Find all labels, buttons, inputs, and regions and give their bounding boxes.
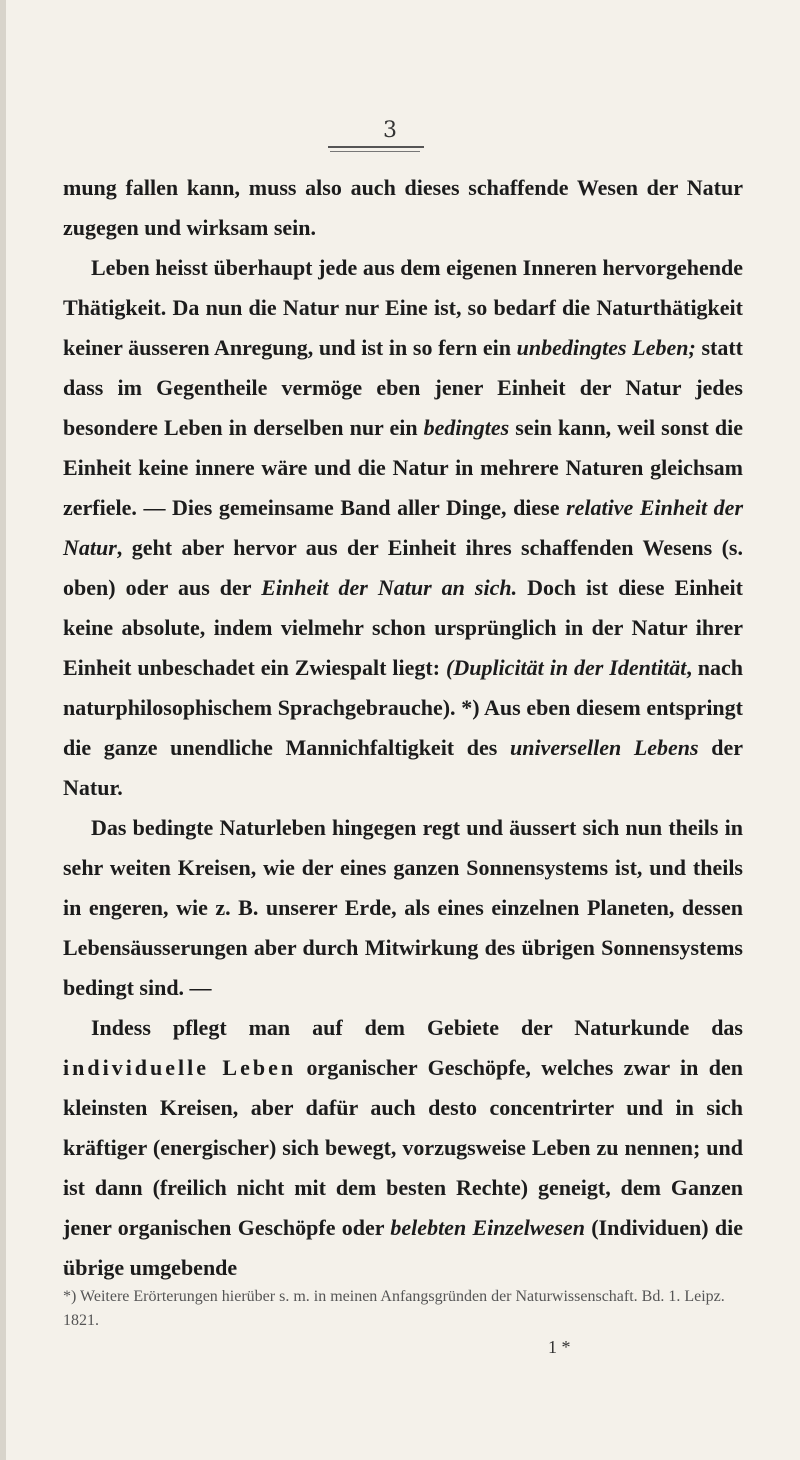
body-text	[63, 168, 743, 1288]
paragraph: Indess pflegt man auf dem Gebiete der Naturkunde das individuelle Leben organischer Geschöpfe, welches zwar in den kleinsten Kreisen, aber dafür auch desto concentrirter und in sich kräftiger (energischer) sich bewegt, vorzugsweise Leben zu nennen; und ist dann (freilich nicht mit dem besten Rechte) geneigt, dem Ganzen jener organischen Geschöpfe oder belebten Einzelwesen (Individuen) die übrige umgebende	[63, 1015, 744, 1280]
page-number: 3	[383, 118, 397, 143]
header-rule	[328, 146, 424, 148]
paragraph: mung fallen kann, muss also auch dieses schaffende Wesen der Natur zugegen und wirksam sein.	[63, 175, 743, 240]
page-edge	[0, 0, 6, 1460]
footnote: *) Weitere Erörterungen hierüber s. m. in meinen Anfangsgründen der Naturwissenschaft. Bd. 1. Leipz. 1821.	[63, 1288, 725, 1329]
header-rule-secondary	[330, 151, 420, 152]
signature-mark: 1 *	[548, 1337, 571, 1357]
paragraph: Das bedingte Naturleben hingegen regt und äussert sich nun theils in sehr weiten Kreisen, wie der eines ganzen Sonnensystems ist, und theils in engeren, wie z. B. unserer Erde, als eines einzelnen Planeten, dessen Lebensäusserungen aber durch Mitwirkung des übrigen Sonnensystems bedingt sind. —	[63, 815, 743, 1000]
paragraph: Leben heisst überhaupt jede aus dem eigenen Inneren hervorgehende Thätigkeit. Da nun die Natur nur Eine ist, so bedarf die Naturthätigkeit keiner äusseren Anregung, und ist in so fern ein unbedingtes Leben; statt dass im Gegentheile vermöge eben jener Einheit der Natur jedes besondere Leben in derselben nur ein bedingtes sein kann, weil sonst die Einheit keine innere wäre und die Natur in mehrere Naturen gleichsam zerfiele. — Dies gemeinsame Band aller Dinge, diese relative Einheit der Natur, geht aber hervor aus der Einheit ihres schaffenden Wesens (s. oben) oder aus der Einheit der Natur an sich. Doch ist diese Einheit keine absolute, indem vielmehr schon ursprünglich in der Natur ihrer Einheit unbeschadet ein Zwiespalt liegt: (Duplicität in der Identität, nach naturphilosophischem Sprachgebrauche). *) Aus eben diesem entspringt die ganze unendliche Mannichfaltigkeit des universellen Lebens der Natur.	[63, 255, 744, 800]
